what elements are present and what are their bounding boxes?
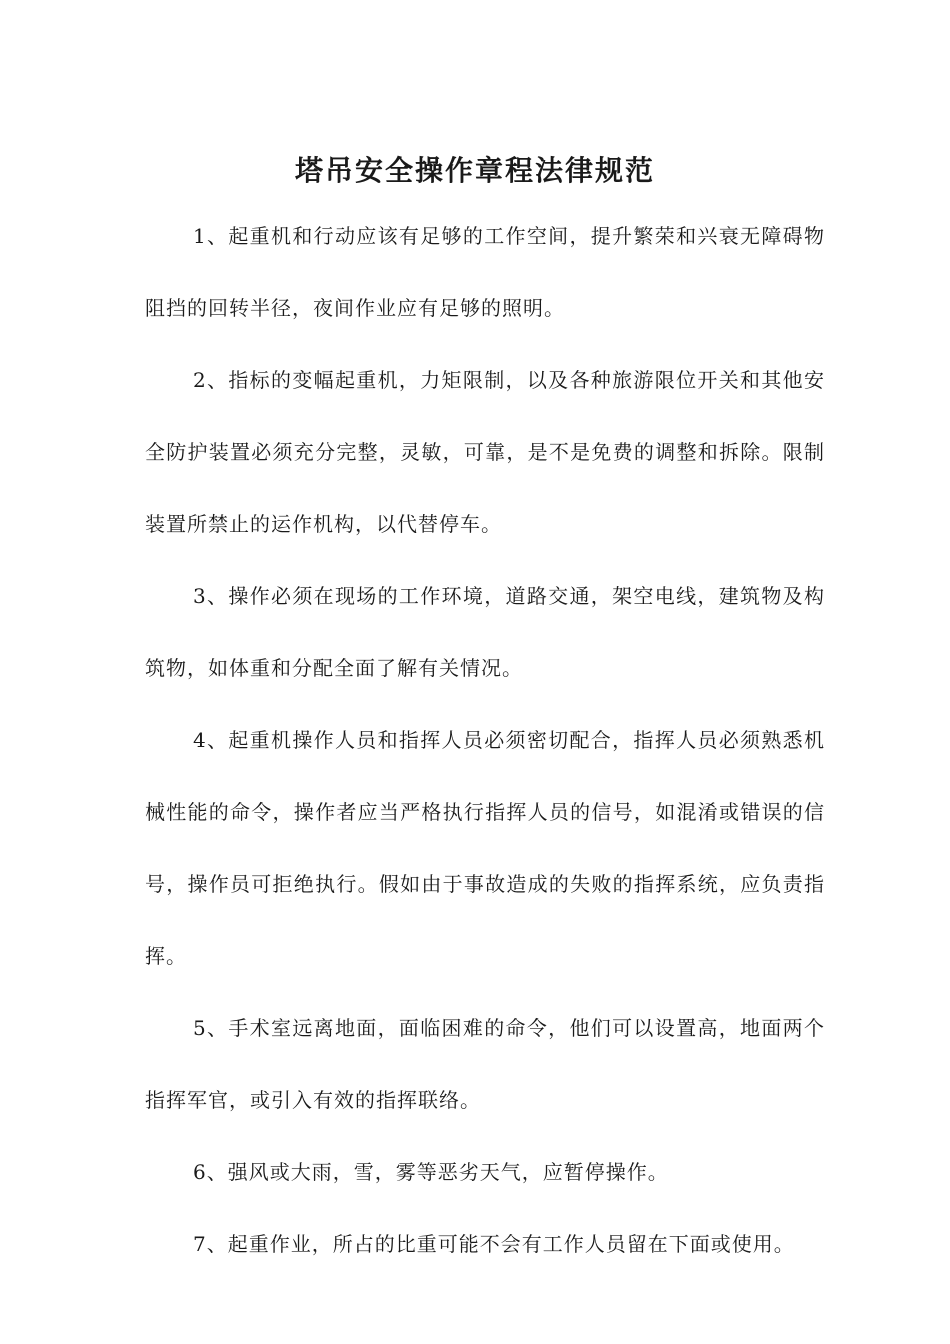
document-body	[145, 200, 825, 1280]
document-title: 塔吊安全操作章程法律规范	[294, 153, 655, 187]
paragraph-4: 4、起重机操作人员和指挥人员必须密切配合，指挥人员必须熟悉机械性能的命令，操作者应当严格执行指挥人员的信号，如混淆或错误的信号，操作员可拒绝执行。假如由于事故造成的失败的指挥系统，应负责指挥。	[145, 728, 825, 968]
paragraph-7: 7、起重作业，所占的比重可能不会有工作人员留在下面或使用。	[193, 1232, 795, 1256]
paragraph-5: 5、手术室远离地面，面临困难的命令，他们可以设置高，地面两个指挥军官，或引入有效的指挥联络。	[145, 1016, 825, 1112]
paragraph-6: 6、强风或大雨，雪，雾等恶劣天气，应暂停操作。	[193, 1160, 669, 1184]
paragraph-2: 2、指标的变幅起重机，力矩限制，以及各种旅游限位开关和其他安全防护装置必须充分完整，灵敏，可靠，是不是免费的调整和拆除。限制装置所禁止的运作机构，以代替停车。	[145, 368, 825, 536]
paragraph-3: 3、操作必须在现场的工作环境，道路交通，架空电线，建筑物及构筑物，如体重和分配全面了解有关情况。	[145, 584, 825, 680]
paragraph-1: 1、起重机和行动应该有足够的工作空间，提升繁荣和兴衰无障碍物阻挡的回转半径，夜间作业应有足够的照明。	[145, 224, 825, 320]
